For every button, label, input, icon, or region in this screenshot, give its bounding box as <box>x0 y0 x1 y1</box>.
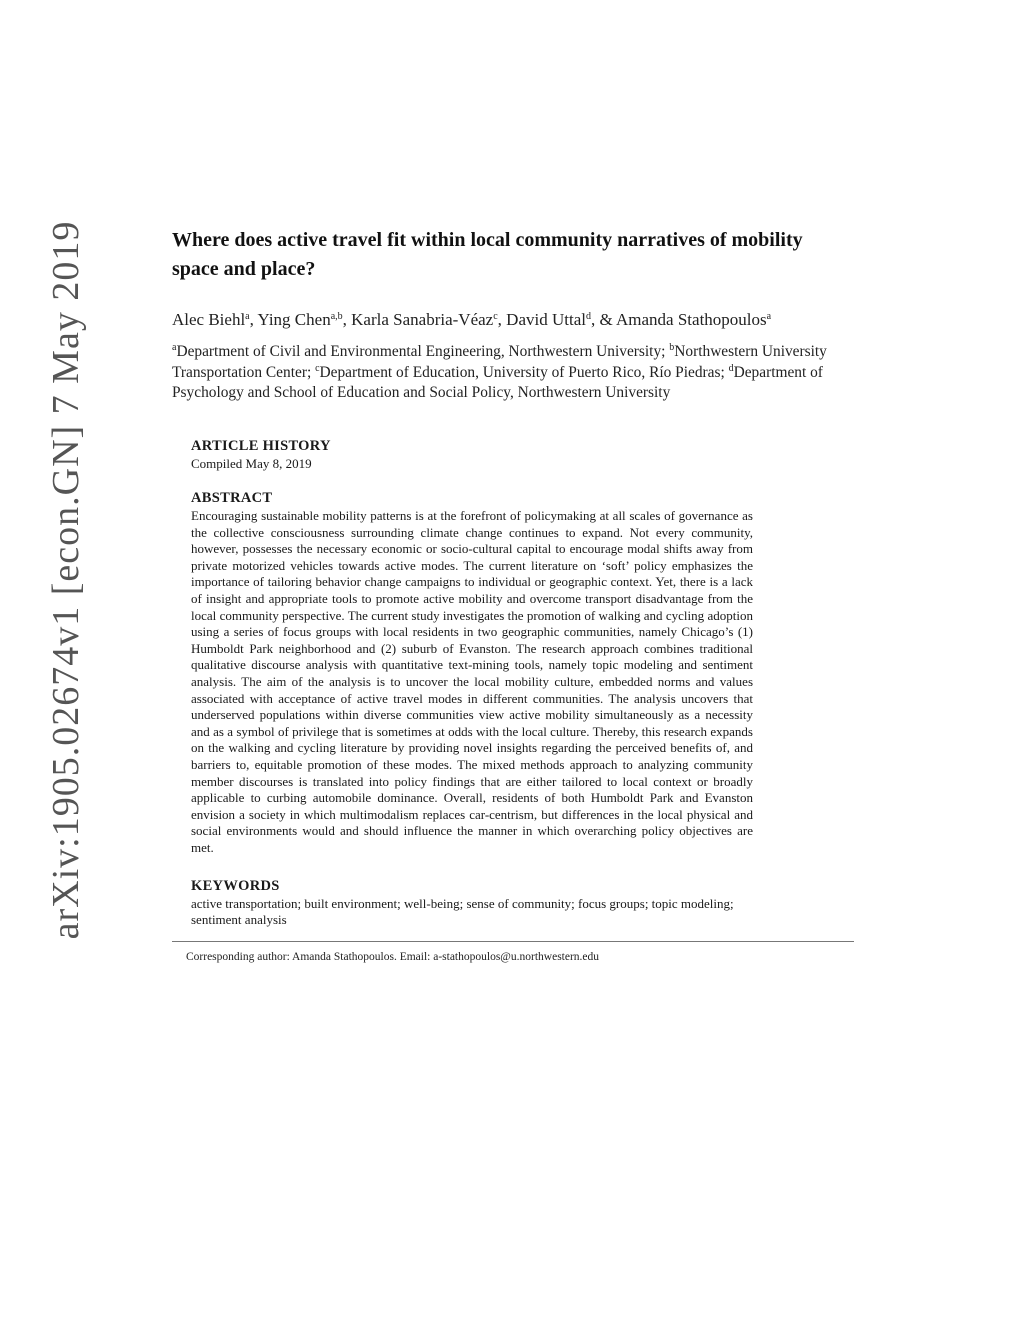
affiliation-text: Department of Psychology and School of Education and Social Policy, Northwestern University <box>172 363 823 401</box>
abstract-heading: ABSTRACT <box>191 490 273 507</box>
affiliation-mark: a <box>172 342 177 353</box>
abstract-section <box>191 489 753 856</box>
author-name: Amanda Stathopoulos <box>616 310 767 329</box>
affiliation-mark: c <box>315 362 320 374</box>
abstract-text: Encouraging sustainable mobility patterns is at the forefront of policymaking at all scales of governance as the collective consciousness surrounding climate change continues to expand. Not every community, however, possesses the necessary economic or socio-cultural capital to encourage modal shifts away from private motorized vehicles towards active modes. The current literature on ‘soft’ policy emphasizes the importance of tailoring behavior change campaigns to individual or geographic context. Yet, there is a lack of insight and appropriate tools to promote active mobility and overcome transport disadvantage from the local community perspective. The current study investigates the promotion of walking and cycling adoption using a series of focus groups with local residents in two geographic communities, namely Chicago’s (1) Humboldt Park neighborhood and (2) suburb of Evanston. The research approach combines traditional qualitative discourse analysis with quantitative text-mining tools, namely topic modeling and sentiment analysis. The aim of the analysis is to uncover the local mobility culture, embedded norms and values associated with acceptance of active travel modes in different communities. The analysis uncovers that underserved populations within diverse communities view active mobility simultaneously as a necessity and as a symbol of privilege that is sometimes at odds with the local culture. Thereby, this research expands on the walking and cycling literature by providing novel insights regarding the perceived benefits of, and barriers to, equitable promotion of these modes. The mixed methods approach to analyzing community member discourses is translated into policy findings that are either tailored to local context or broadly applicable to curbing automobile dominance. Overall, residents of both Humboldt Park and Evanston envision a society in which multimodalism replaces car-centrism, but differences in the local physical and social environments would and should influence the manner in which overarching policy objectives are met. <box>191 508 753 855</box>
author-affiliation-mark: a <box>245 311 250 322</box>
article-history <box>191 437 753 473</box>
author-affiliation-mark: d <box>585 311 591 322</box>
author-name: Ying Chen <box>257 310 331 329</box>
keywords-heading: KEYWORDS <box>191 877 280 894</box>
author-name: David Uttal <box>506 310 586 329</box>
affiliation-text: Department of Education, University of Puerto Rico, Río Piedras; <box>319 363 725 381</box>
footnote-divider <box>172 941 854 942</box>
keywords-section <box>191 877 753 929</box>
paper-page <box>172 226 854 965</box>
affiliation-text: Department of Civil and Environmental Engineering, Northwestern University; <box>176 343 666 360</box>
affiliation-text: Northwestern University Transportation Center; <box>172 343 827 381</box>
affiliation-mark: d <box>728 362 734 374</box>
author-name: Karla Sanabria-Véaz <box>351 310 494 329</box>
affiliation-mark: b <box>669 342 675 353</box>
compiled-date: Compiled May 8, 2019 <box>191 455 312 471</box>
author-list: Alec Biehl$^a$, Ying Chen$^{a,b}$, Karla Sanabria-Véaz$^c$, David Uttal$^d$, & Amanda Stathopoulos$^a$ <box>172 310 772 329</box>
author-affiliation-mark: c <box>493 311 498 322</box>
keywords-text: active transportation; built environment; well-being; sense of community; focus groups; topic modeling; sentiment analysis <box>191 895 734 928</box>
author-affiliation-mark: a <box>766 311 772 322</box>
affiliations <box>172 342 854 404</box>
article-history-heading: ARTICLE HISTORY <box>191 437 331 454</box>
arxiv-identifier-stamp: arXiv:1905.02674v1 [econ.GN] 7 May 2019 <box>45 220 87 940</box>
author-name: Alec Biehl <box>172 310 246 329</box>
author-affiliation-mark: a,b <box>330 311 343 322</box>
paper-title: Where does active travel fit within local community narratives of mobility space and place? <box>172 229 803 280</box>
corresponding-author-footnote: Corresponding author: Amanda Stathopoulos. Email: a-stathopoulos@u.northwestern.edu <box>186 950 600 963</box>
